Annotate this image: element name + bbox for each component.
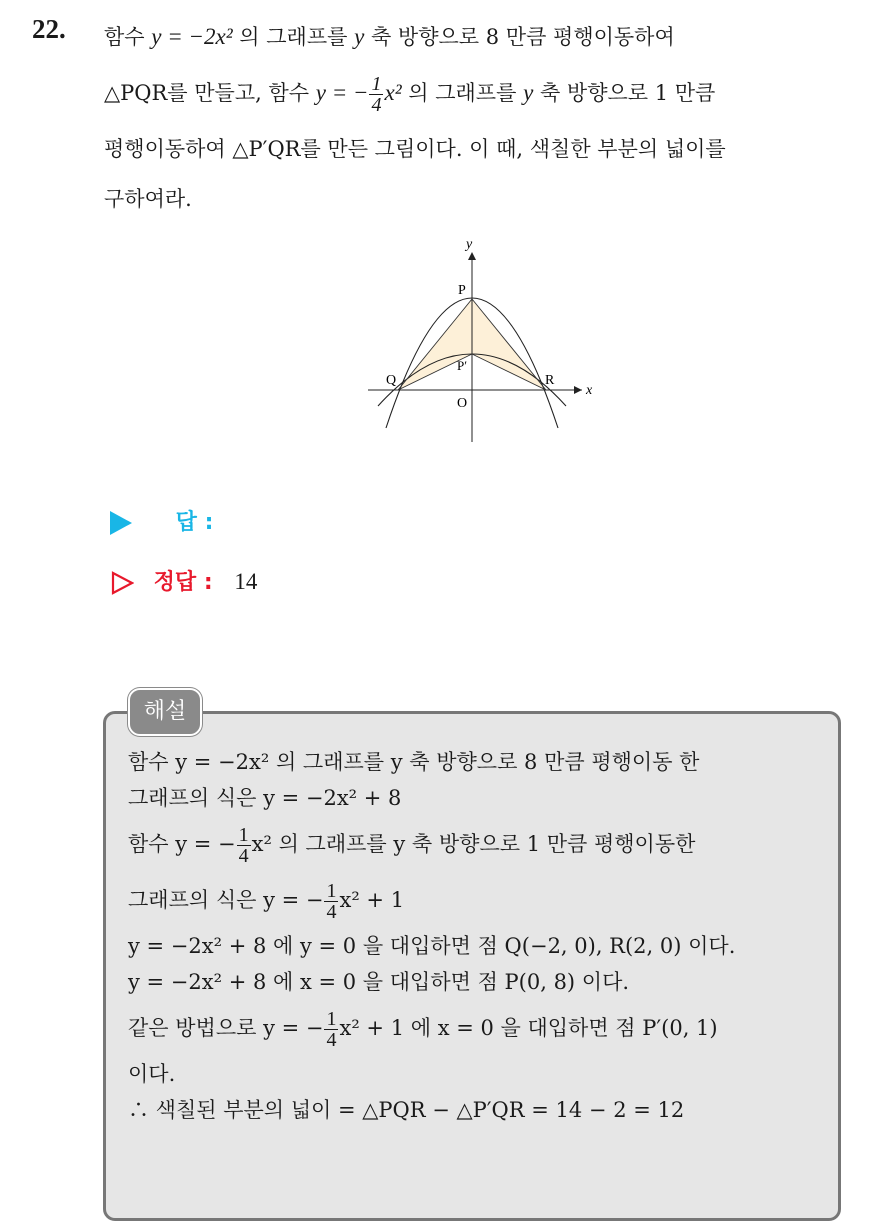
question-line-3: 평행이동하여 △P′QR를 만든 그림이다. 이 때, 색칠한 부분의 넓이를 bbox=[104, 137, 726, 161]
fraction-denominator: 4 bbox=[371, 94, 382, 117]
y-variable: y bbox=[523, 80, 534, 105]
question-number: 22. bbox=[32, 14, 66, 44]
answer-label: 답 : bbox=[175, 510, 214, 535]
solution-line-9: ∴ 색칠된 부분의 넓이 = △PQR − △P′QR = 14 − 2 = 12 bbox=[128, 1098, 685, 1122]
solution-tab: 해설 bbox=[128, 688, 202, 736]
label-P-prime: P′ bbox=[457, 358, 468, 373]
question-text-part: 함수 bbox=[104, 25, 152, 49]
solution-line-3 bbox=[128, 816, 828, 872]
fraction-denominator: 4 bbox=[326, 1029, 337, 1051]
solution-line-6: y = −2x² + 8 에 x = 0 을 대입하면 점 P(0, 8) 이다. bbox=[128, 970, 630, 994]
solution-line-7 bbox=[128, 1000, 828, 1056]
question-line-4: 구하여라. bbox=[104, 187, 192, 211]
label-Q: Q bbox=[386, 373, 397, 388]
outline-triangle-icon bbox=[110, 571, 134, 595]
question-line-2 bbox=[104, 62, 864, 124]
fraction bbox=[324, 881, 338, 922]
label-O: O bbox=[457, 396, 468, 411]
fraction-numerator: 1 bbox=[326, 880, 337, 902]
label-P: P bbox=[458, 283, 466, 298]
equation-1: y = −2x² bbox=[151, 24, 233, 49]
solution-text-part: 그래프의 식은 y = − bbox=[128, 888, 324, 912]
label-R: R bbox=[545, 373, 555, 388]
fraction-denominator: 4 bbox=[326, 901, 337, 923]
x-axis-arrow bbox=[574, 386, 582, 394]
solution-text-part: 같은 방법으로 y = − bbox=[128, 1016, 324, 1040]
parabola-figure bbox=[360, 232, 600, 442]
correct-answer-label: 정답 : bbox=[153, 570, 213, 595]
y-variable: y bbox=[354, 24, 365, 49]
solution-line-8: 이다. bbox=[128, 1062, 176, 1086]
question-text-part: △PQR를 만들고, 함수 bbox=[104, 81, 316, 105]
play-triangle-icon bbox=[110, 511, 132, 535]
figure-graphics bbox=[368, 252, 582, 442]
fraction-numerator: 1 bbox=[371, 73, 382, 96]
y-axis-arrow bbox=[468, 252, 476, 260]
fraction bbox=[324, 1009, 338, 1050]
question-text-part: 의 그래프를 bbox=[232, 25, 355, 49]
solution-text-part: x² + 1 bbox=[339, 888, 405, 912]
equation-2-prefix: y = − bbox=[315, 80, 369, 105]
correct-answer-value: 14 bbox=[234, 569, 258, 594]
solution-line-5: y = −2x² + 8 에 y = 0 을 대입하면 점 Q(−2, 0), R(2, 0) 이다. bbox=[128, 934, 736, 958]
question-text-part: 축 방향으로 1 만큼 bbox=[533, 81, 716, 105]
solution-line-1: 함수 y = −2x² 의 그래프를 y 축 방향으로 8 만큼 평행이동 한 bbox=[128, 750, 700, 774]
fraction bbox=[369, 74, 383, 115]
label-x: x bbox=[586, 383, 593, 398]
question-text bbox=[104, 12, 864, 224]
fraction-numerator: 1 bbox=[238, 824, 249, 846]
solution-text-part: x² 의 그래프를 y 축 방향으로 1 만큼 평행이동한 bbox=[251, 832, 696, 856]
question-line-1 bbox=[104, 12, 864, 62]
answer-row bbox=[110, 505, 213, 536]
solution-text-part: 함수 y = − bbox=[128, 832, 236, 856]
solution-line-4 bbox=[128, 872, 828, 928]
solution-text bbox=[128, 744, 828, 1128]
label-y: y bbox=[466, 237, 473, 252]
equation-2-suffix: x² bbox=[384, 80, 402, 105]
solution-text-part: x² + 1 에 x = 0 을 대입하면 점 P′(0, 1) bbox=[339, 1016, 718, 1040]
fraction-denominator: 4 bbox=[238, 845, 249, 867]
fraction bbox=[237, 825, 251, 866]
solution-line-2: 그래프의 식은 y = −2x² + 8 bbox=[128, 786, 402, 810]
correct-answer-row bbox=[110, 565, 257, 596]
question-text-part: 축 방향으로 8 만큼 평행이동하여 bbox=[364, 25, 675, 49]
question-text-part: 의 그래프를 bbox=[401, 81, 524, 105]
fraction-numerator: 1 bbox=[326, 1008, 337, 1030]
equation-2 bbox=[315, 73, 402, 117]
